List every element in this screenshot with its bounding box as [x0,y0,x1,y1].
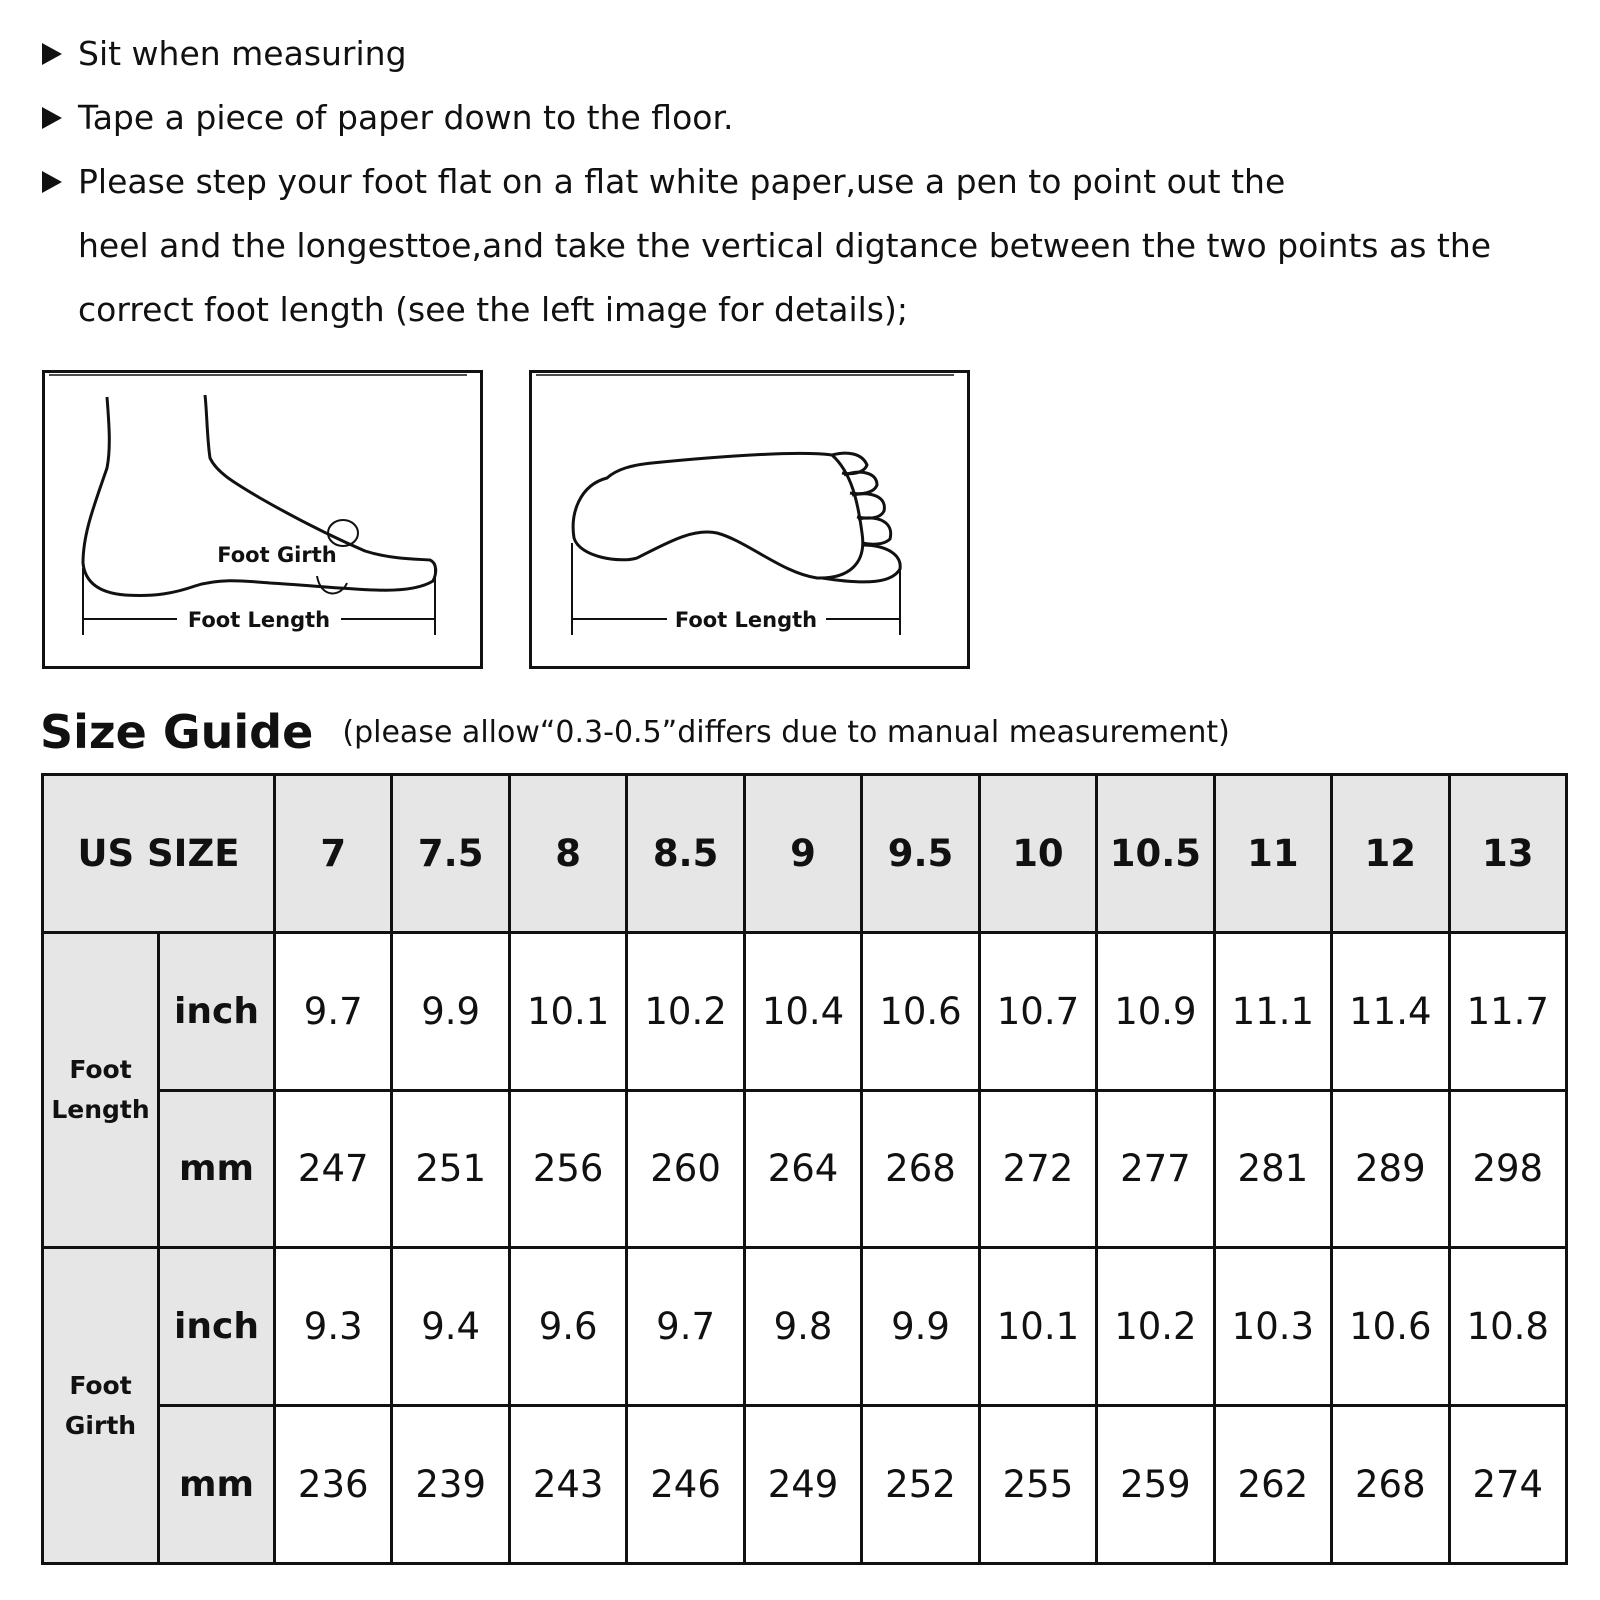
foot-girth-group-label [43,1248,159,1564]
sole-foot-illustration [532,373,967,666]
foot-length-group-label [43,932,159,1248]
size-cell: 8 [509,775,626,933]
size-guide-title: Size Guide [40,705,314,759]
value-cell: 10.9 [1097,932,1214,1090]
measuring-instructions [40,22,1560,342]
foot-length-inch-row [43,932,1567,1090]
size-cell: 9.5 [862,775,979,933]
size-cell: 11 [1214,775,1331,933]
foot-girth-mm-row [43,1406,1567,1564]
value-cell: 259 [1097,1406,1214,1564]
value-cell: 10.6 [862,932,979,1090]
measurement-note: (please allow“0.3-0.5”differs due to manual measurement) [342,714,1230,750]
value-cell: 10.2 [1097,1248,1214,1406]
size-guide-header [40,705,1230,759]
unit-label: inch [159,932,275,1090]
value-cell: 11.1 [1214,932,1331,1090]
sole-foot-diagram [529,370,970,669]
us-size-label: US SIZE [43,775,275,933]
instruction-continuation: heel and the longesttoe,and take the vertical digtance between the two points as the [78,226,1492,265]
value-cell: 277 [1097,1090,1214,1248]
instruction-item [40,86,1560,150]
size-cell: 10.5 [1097,775,1214,933]
foot-length-label: Foot Length [187,608,331,632]
value-cell: 9.4 [392,1248,509,1406]
value-cell: 9.7 [627,1248,744,1406]
value-cell: 268 [1332,1406,1449,1564]
value-cell: 239 [392,1406,509,1564]
instruction-item [40,150,1560,214]
value-cell: 9.7 [275,932,392,1090]
value-cell: 255 [979,1406,1096,1564]
instruction-item [40,22,1560,86]
size-cell: 12 [1332,775,1449,933]
instruction-continuation: correct foot length (see the left image for details); [78,290,908,329]
side-foot-diagram [42,370,483,669]
value-cell: 251 [392,1090,509,1248]
value-cell: 10.4 [744,932,861,1090]
instruction-text: Please step your foot flat on a flat white paper,use a pen to point out the [78,162,1286,201]
value-cell: 10.3 [1214,1248,1331,1406]
value-cell: 247 [275,1090,392,1248]
group-label-line: Foot [69,1055,132,1085]
size-chart-table [41,773,1568,1565]
unit-label: mm [159,1090,275,1248]
value-cell: 268 [862,1090,979,1248]
instruction-text: Tape a piece of paper down to the floor. [78,98,734,137]
size-cell: 13 [1449,775,1566,933]
value-cell: 10.1 [509,932,626,1090]
size-cell: 7 [275,775,392,933]
foot-girth-label: Foot Girth [217,543,337,567]
value-cell: 262 [1214,1406,1331,1564]
size-cell: 10 [979,775,1096,933]
unit-label: mm [159,1406,275,1564]
value-cell: 243 [509,1406,626,1564]
size-cell: 8.5 [627,775,744,933]
value-cell: 272 [979,1090,1096,1248]
value-cell: 11.7 [1449,932,1566,1090]
value-cell: 256 [509,1090,626,1248]
value-cell: 281 [1214,1090,1331,1248]
size-cell: 7.5 [392,775,509,933]
value-cell: 9.6 [509,1248,626,1406]
sole-outline-icon [573,453,863,578]
group-label-line: Foot [69,1370,132,1400]
foot-length-mm-row [43,1090,1567,1248]
value-cell: 9.9 [862,1248,979,1406]
value-cell: 246 [627,1406,744,1564]
value-cell: 298 [1449,1090,1566,1248]
value-cell: 10.6 [1332,1248,1449,1406]
foot-girth-inch-row [43,1248,1567,1406]
side-foot-illustration [45,373,480,666]
value-cell: 274 [1449,1406,1566,1564]
value-cell: 10.8 [1449,1248,1566,1406]
value-cell: 252 [862,1406,979,1564]
size-cell: 9 [744,775,861,933]
value-cell: 264 [744,1090,861,1248]
instruction-text: Sit when measuring [78,34,407,73]
value-cell: 9.3 [275,1248,392,1406]
value-cell: 289 [1332,1090,1449,1248]
value-cell: 236 [275,1406,392,1564]
value-cell: 10.1 [979,1248,1096,1406]
triangle-bullet-icon [42,107,62,129]
triangle-bullet-icon [42,171,62,193]
us-size-row [43,775,1567,933]
value-cell: 10.2 [627,932,744,1090]
value-cell: 11.4 [1332,932,1449,1090]
value-cell: 9.8 [744,1248,861,1406]
unit-label: inch [159,1248,275,1406]
foot-length-label: Foot Length [674,608,818,632]
value-cell: 249 [744,1406,861,1564]
value-cell: 10.7 [979,932,1096,1090]
value-cell: 9.9 [392,932,509,1090]
group-label-line: Girth [64,1410,137,1440]
value-cell: 260 [627,1090,744,1248]
group-label-line: Length [51,1095,150,1125]
triangle-bullet-icon [42,43,62,65]
